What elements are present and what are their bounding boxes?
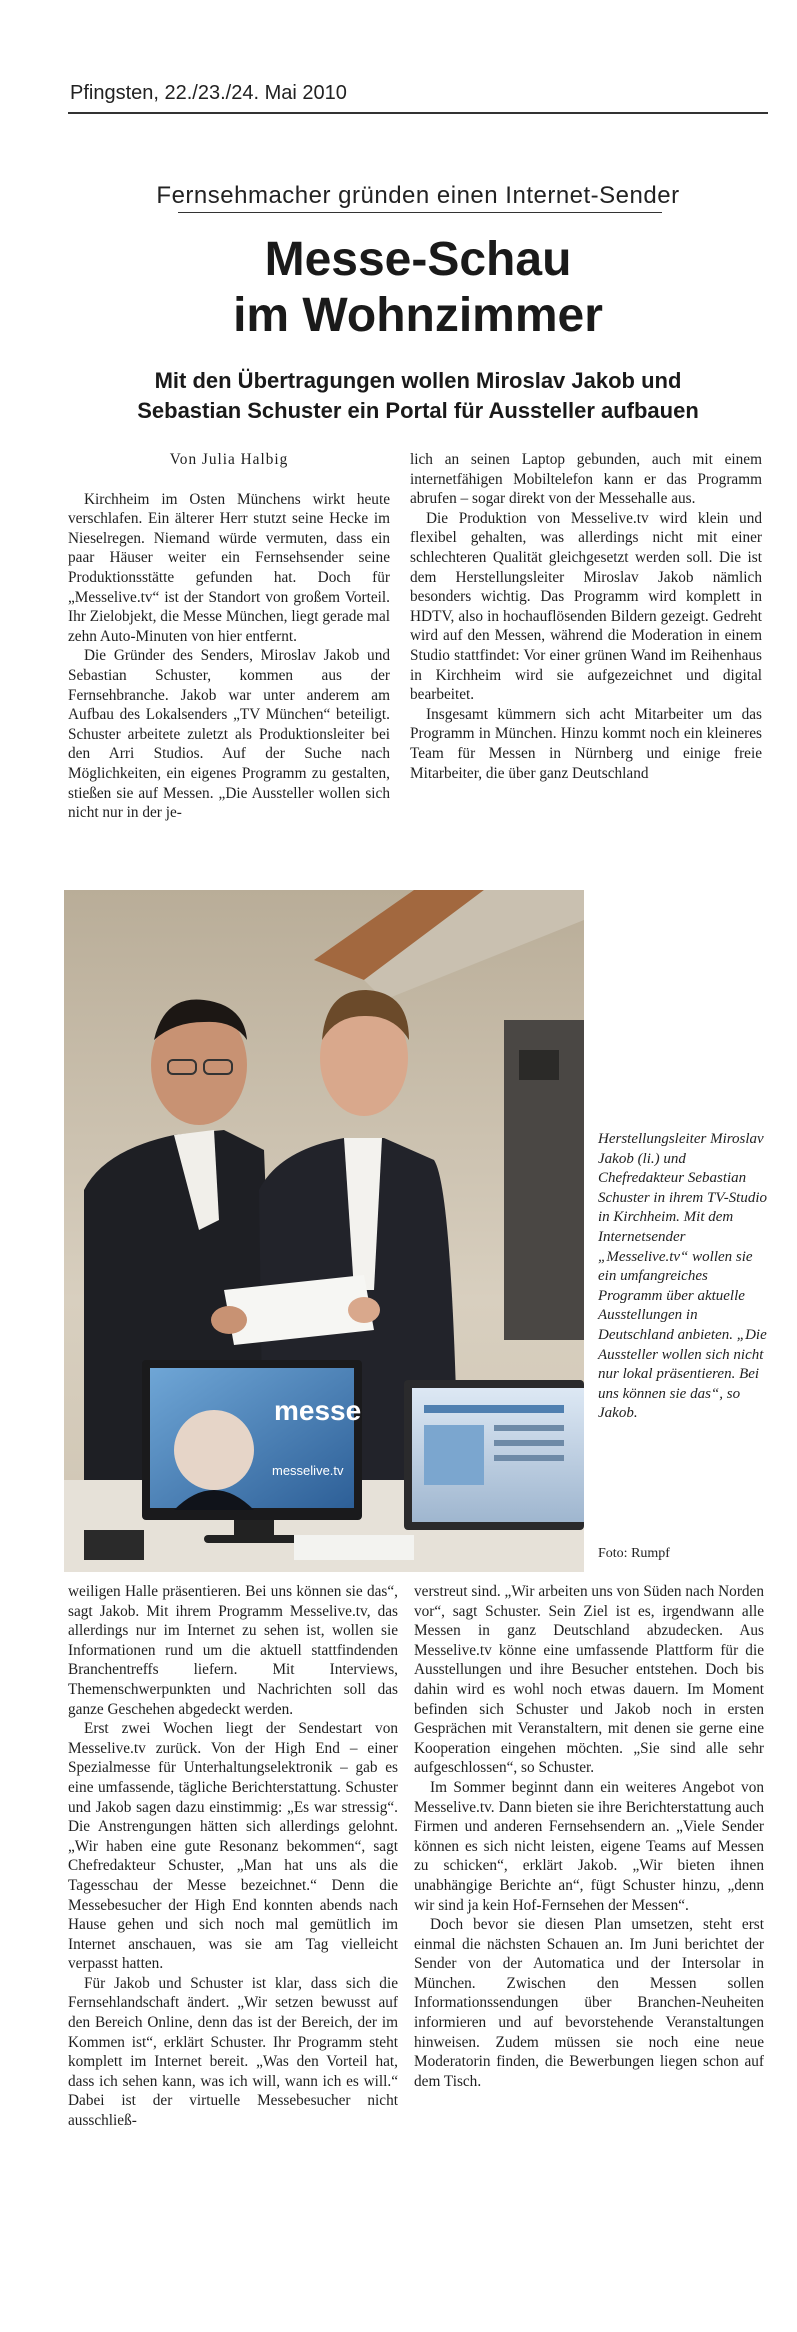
photo-credit: Foto: Rumpf [598, 1546, 670, 1561]
byline: Von Julia Halbig [169, 451, 289, 468]
photo-caption: Herstellungsleiter Miroslav Jakob (li.) und Chefredakteur Sebastian Schuster in ihrem TV-Studio in Kirchheim. Mit dem Internetsender „Messelive.tv“ wollen sie ein umfangreiches Programm über aktuelle Ausstellungen in Deutschland anbieten. „Die Aussteller wollen sich nicht nur lokal präsentieren. Bei uns können sie das“, so Jakob. [598, 1131, 768, 1422]
article-photo [64, 890, 584, 1572]
monitor-brand-text: messe [274, 1395, 362, 1426]
paragraph [0, 0, 1, 1]
paragraph: Im Sommer beginnt dann ein weiteres Angebot von Messelive.tv. Dann bieten sie ihre Berichterstattung auch Firmen und anderen Fernsehsendern an. „Viele Sender können es sich nicht leisten, eigene Teams auf Messen zu schicken“, erklärt Jakob. „Wir bieten ihnen unabhängige Berichte an“, fügt Schuster hinzu, „denn wir sind ja kein Hof-Fernsehen der Messen“. [414, 1778, 764, 1914]
headline-line-1: Messe-Schau [264, 233, 572, 286]
paragraph: Insgesamt kümmern sich acht Mitarbeiter um das Programm in München. Hinzu kommt noch ein kleineres Team für Messen in Nürnberg und einige freie Mitarbeiter, die über ganz Deutschland [410, 705, 762, 782]
subheadline-line-1: Mit den Übertragungen wollen Miroslav Jakob und [154, 368, 682, 393]
paragraph: Kirchheim im Osten Münchens wirkt heute verschlafen. Ein älterer Herr stutzt seine Hecke im Nieselregen. Niemand würde vermuten, dass ein paar Häuser weiter ein Fernsehsender seine Produktionsstätte gefunden hat. Doch für „Messelive.tv“ ist der Standort von großem Vorteil. Ihr Zielobjekt, die Messe München, liegt gerade mal zehn Auto-Minuten von hier entfernt. [68, 490, 390, 645]
header-rule [68, 112, 768, 114]
article-column-right-top [410, 450, 762, 900]
headline [68, 232, 768, 344]
paragraph: Die Produktion von Messelive.tv wird klein und flexibel gehalten, was allerdings nicht mit einer schlechteren Qualität gleichgesetzt werden soll. Die ist dem Herstellungsleiter Miroslav Jakob nämlich besonders wichtig. Das Programm wird komplett in HDTV, also in hochauflösenden Bildern gezeigt. Gedreht wird auf den Messen, während die Moderation in einem Studio stattfindet: Vor einer grünen Wand im Reihenhaus in Kirchheim wird sie aufgezeichnet und digital bearbeitet. [410, 509, 762, 704]
paragraph: Doch bevor sie diesen Plan umsetzen, steht erst einmal die nächsten Schauen an. Im Juni berichtet der Sender von der Automatica und der Intersolar in München. Zwischen den Messen sollen Informationssendungen über Branchen-Neuheiten informieren und auf bevorstehende Veranstaltungen hinweisen. Zudem müssen sie noch eine neue Moderatorin finden, die Bewerbungen liegen schon auf dem Tisch. [414, 1916, 764, 2090]
paragraph: weiligen Halle präsentieren. Bei uns können sie das“, sagt Jakob. Mit ihrem Programm Messelive.tv, das allerdings nur im Internet zu sehen ist, wollen sie Informationen rund um die aktuell stattfindenden Branchentreffs liefern. Mit Interviews, Themenschwerpunkten und Nachrichten soll das ganze Geschehen abgedeckt werden. [68, 1583, 398, 1718]
paragraph: Die Gründer des Senders, Miroslav Jakob und Sebastian Schuster, kommen aus der Fernsehbranche. Jakob war unter anderem am Aufbau des Lokalsenders „TV München“ beteiligt. Schuster arbeitete zuletzt als Produktionsleiter bei den Arri Studios. Auf der Suche nach Möglichkeiten, ein eigenes Programm zu gestalten, stießen sie auf Messen. „Die Aussteller wollen sich nicht nur in der je- [68, 647, 390, 822]
article-column-right-bottom [414, 1582, 764, 2317]
paragraph: verstreut sind. „Wir arbeiten uns von Süden nach Norden vor“, sagt Schuster. Sein Ziel ist es, irgendwann alle Messen in ganz Deutschland abzudecken. Aus Messelive.tv könne eine umfassende Plattform für die Ausstellungen und ihre Besucher entstehen. Doch bis dahin wird es wohl noch etwas dauern. Im Moment befinden sich Schuster und Jakob noch in ersten Gesprächen mit Veranstaltern, mit denen sie gerne eine Kooperation eingehen möchten. „Sie sind alle sehr aufgeschlossen“, so Schuster. [414, 1583, 764, 1777]
paragraph: lich an seinen Laptop gebunden, auch mit einem internetfähigen Mobiltelefon kann er das Programm abrufen – sogar direkt von der Messehalle aus. [410, 451, 762, 508]
photo-illustration [64, 890, 584, 1572]
subheadline [68, 366, 768, 426]
article-column-left-bottom [68, 1582, 398, 2317]
subheadline-line-2: Sebastian Schuster ein Portal für Aussteller aufbauen [137, 398, 699, 423]
kicker: Fernsehmacher gründen einen Internet-Sender [156, 182, 680, 209]
kicker-underline [178, 212, 662, 213]
paragraph: Erst zwei Wochen liegt der Sendestart von Messelive.tv zurück. Von der High End – einer Spezialmesse für Unterhaltungselektronik – gab es eine umfassende, tägliche Berichterstattung. Schuster und Jakob sagen dazu einstimmig: „Es war stressig“. Die Anstrengungen hätten sich allerdings gelohnt. „Wir haben eine gute Resonanz bekommen“, sagt Chefredakteur Schuster, „Man hat uns als die Tagesschau der Messe bezeichnet.“ Denn die Messebesucher der High End konnten abends nach Hause gehen und sich noch mal gemütlich im Internet anschauen, was sie am Tag vielleicht verpasst hatten. [68, 1720, 398, 1973]
dateline: Pfingsten, 22./23./24. Mai 2010 [70, 82, 347, 104]
article-column-left-top [68, 450, 390, 900]
headline-line-2: im Wohnzimmer [233, 289, 603, 342]
monitor-url-text: messelive.tv [272, 1463, 344, 1478]
paragraph: Für Jakob und Schuster ist klar, dass sich die Fernsehlandschaft ändert. „Wir setzen bewusst auf den Bereich Online, denn das ist der Bereich, der im Kommen ist“, erklärt Schuster. Ihr Programm steht komplett im Internet bereit. „Was den Vorteil hat, dass ich sehen kann, was ich will, wann ich es will.“ Dabei ist der virtuelle Messebesucher nicht ausschließ- [68, 1974, 398, 2130]
